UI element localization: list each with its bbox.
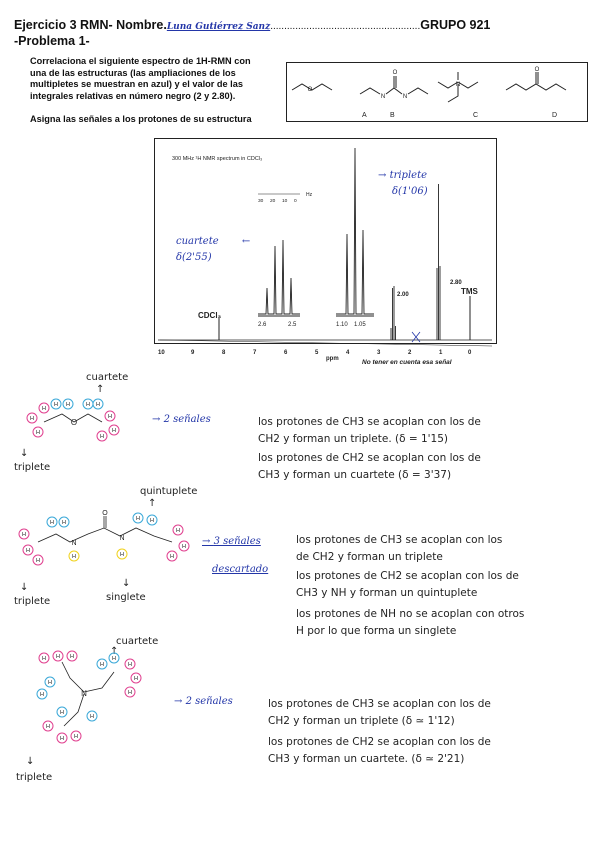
inset-tick: 1.05 [354,322,366,328]
hz-tick: 0 [294,199,297,204]
section-b-bottom-left: triplete [14,596,51,607]
svg-text:H: H [50,520,54,526]
svg-text:H: H [128,662,132,668]
svg-text:N: N [402,94,408,100]
arrow-down-icon: ↓ [26,756,35,767]
svg-text:O: O [307,87,313,93]
annotation-cuartete: cuartete ← [176,236,251,247]
svg-text:H: H [86,402,90,408]
instructions [30,56,251,102]
svg-text:0: 0 [468,350,472,356]
svg-text:H: H [72,554,76,560]
hz-label: Hz [306,192,313,198]
integral-2-80: 2.80 [450,280,462,286]
svg-text:H: H [136,516,140,522]
section-b-bottom-mid: singlete [106,592,146,603]
note-line: los protones de CH2 se acoplan con los de [268,736,491,748]
problem-label: -Problema 1- [14,34,90,48]
svg-text:H: H [46,724,50,730]
svg-text:H: H [54,402,58,408]
svg-text:H: H [150,518,154,524]
svg-text:O: O [70,418,78,427]
instruction-line: multipletes se muestran en azul) y el valor de las [30,79,243,89]
spectrum-title: 300 MHz ¹H NMR spectrum in CDCl₃ [172,156,263,162]
exercise-title [14,18,490,32]
svg-text:H: H [22,532,26,538]
svg-text:9: 9 [191,350,195,356]
ignore-note: No tener en cuenta esa señal [362,359,452,366]
section-b-signals: → 3 señales [202,536,261,547]
integral-2-00: 2.00 [397,292,409,298]
inset-tick: 1.10 [336,322,348,328]
svg-text:H: H [170,554,174,560]
svg-text:O: O [392,70,398,76]
arrow-up-icon: ↑ [148,498,157,509]
svg-text:O: O [534,67,540,73]
annotation-cuartete-text: cuartete [176,236,219,247]
section-a-top-label: cuartete [86,372,129,383]
svg-text:H: H [100,434,104,440]
arrow-up-icon: ↑ [96,384,105,395]
svg-text:1: 1 [439,350,443,356]
svg-text:6: 6 [284,350,288,356]
annotation-cuartete-delta: δ(2'55) [176,252,212,263]
section-a-signals-text: 2 señales [163,414,211,425]
svg-text:8: 8 [222,350,226,356]
structure-b [360,76,428,94]
hz-tick: 30 [258,199,264,204]
svg-text:H: H [128,690,132,696]
svg-text:H: H [90,714,94,720]
svg-text:2: 2 [408,350,412,356]
annotation-triplete-text: triplete [389,170,428,181]
title-prefix: Ejercicio 3 RMN- Nombre. [14,18,167,32]
assign-instruction: Asigna las señales a los protones de su estructura [30,114,252,124]
cdcl3-label: CDCl₃ [198,311,222,320]
arrow-down-icon: ↓ [20,582,29,593]
annotation-triplete-delta: δ(1'06) [392,186,428,197]
student-name: Luna Gutiérrez Sanz [166,22,271,32]
svg-text:10: 10 [158,350,165,356]
svg-text:H: H [26,548,30,554]
svg-text:3: 3 [377,350,381,356]
instruction-line: Correlaciona el siguiente espectro de 1H-RMN con [30,56,251,66]
title-dots: ...................................................... [270,21,421,32]
hz-tick: 20 [270,199,276,204]
svg-text:H: H [62,520,66,526]
svg-text:H: H [176,528,180,534]
structure-label-a: A [362,112,367,119]
instruction-line: una de las estructuras (las ampliaciones de los [30,67,236,78]
arrow-up-icon: ↑ [110,646,119,657]
svg-text:7: 7 [253,350,257,356]
structures-box [286,62,588,122]
hz-tick: 10 [282,199,288,204]
section-c-signals: → 2 señales [174,696,233,707]
annotation-triplete: → triplete [378,170,428,181]
svg-text:N: N [119,535,125,542]
svg-text:H: H [40,692,44,698]
svg-text:H: H [70,654,74,660]
svg-text:H: H [112,428,116,434]
note-line: los protones de NH no se acoplan con otros [296,608,525,620]
instruction-line: integrales relativas en número negro (2 y 2.80). [30,90,236,101]
note-line: los protones de CH3 se acoplan con los [296,534,503,546]
note-line: los protones de CH3 se acoplan con los de [268,698,491,710]
structure-label-d: D [552,112,558,119]
tms-label: TMS [461,287,478,296]
note-line: los protones de CH2 se acoplan con los de [296,570,519,582]
note-line: CH3 y forman un cuartete. (δ ≃ 2'21) [268,753,465,765]
svg-text:N: N [81,689,87,698]
structure-label-c: C [473,112,479,119]
svg-text:H: H [112,656,116,662]
svg-text:H: H [36,430,40,436]
svg-text:H: H [120,552,124,558]
x-axis-ticks [158,350,472,356]
section-a-bottom-label: triplete [14,462,51,473]
svg-text:H: H [42,406,46,412]
svg-text:H: H [42,656,46,662]
molecule-b [8,508,208,580]
svg-text:H: H [60,736,64,742]
svg-text:O: O [102,510,108,517]
svg-text:H: H [108,414,112,420]
group-label: GRUPO 921 [420,18,491,32]
note-line: CH2 y forman un triplete. (δ = 1'15) [258,433,449,445]
section-a-notes [258,414,481,484]
svg-text:H: H [48,680,52,686]
svg-text:N: N [380,94,386,100]
svg-text:H: H [66,402,70,408]
ppm-label: ppm [326,356,339,362]
section-b-notes [296,532,524,640]
inset-tick: 2.6 [258,322,267,328]
section-b-top-label: quintuplete [140,486,198,497]
structure-d [506,72,566,90]
svg-text:N: N [455,82,461,88]
section-c-top-label: cuartete [116,636,159,647]
svg-text:H: H [56,654,60,660]
section-b-signals-text: 3 señales [213,536,261,547]
section-c-signals-text: 2 señales [185,696,233,707]
svg-text:H: H [96,402,100,408]
note-line: CH3 y forman un cuartete (δ = 3'37) [258,469,452,481]
svg-text:H: H [60,710,64,716]
note-line: los protones de CH3 se acoplan con los de [258,416,481,428]
svg-text:5: 5 [315,350,319,356]
note-line: CH3 y NH y forman un quintuplete [296,587,478,599]
note-line: CH2 y forman un triplete (δ ≃ 1'12) [268,715,455,727]
svg-text:H: H [74,734,78,740]
section-c-bottom-label: triplete [16,772,53,783]
note-line: H por lo que forma un singlete [296,625,457,637]
arrow-down-icon: ↓ [122,578,131,589]
section-b-signals-sub: descartado [212,564,269,575]
svg-text:H: H [100,662,104,668]
svg-text:H: H [182,544,186,550]
svg-text:H: H [30,416,34,422]
note-line: de CH2 y forman un triplete [296,551,443,563]
inset-tick: 2.5 [288,322,297,328]
note-line: los protones de CH2 se acoplan con los de [258,452,481,464]
molecule-a [14,392,154,452]
structure-label-b: B [390,112,395,119]
svg-text:N: N [71,540,77,547]
section-c-notes [268,696,491,768]
svg-text:H: H [134,676,138,682]
svg-text:H: H [36,558,40,564]
molecule-c [22,650,162,750]
arrow-down-icon: ↓ [20,448,29,459]
section-a-signals: → 2 señales [152,414,211,425]
svg-text:4: 4 [346,350,350,356]
